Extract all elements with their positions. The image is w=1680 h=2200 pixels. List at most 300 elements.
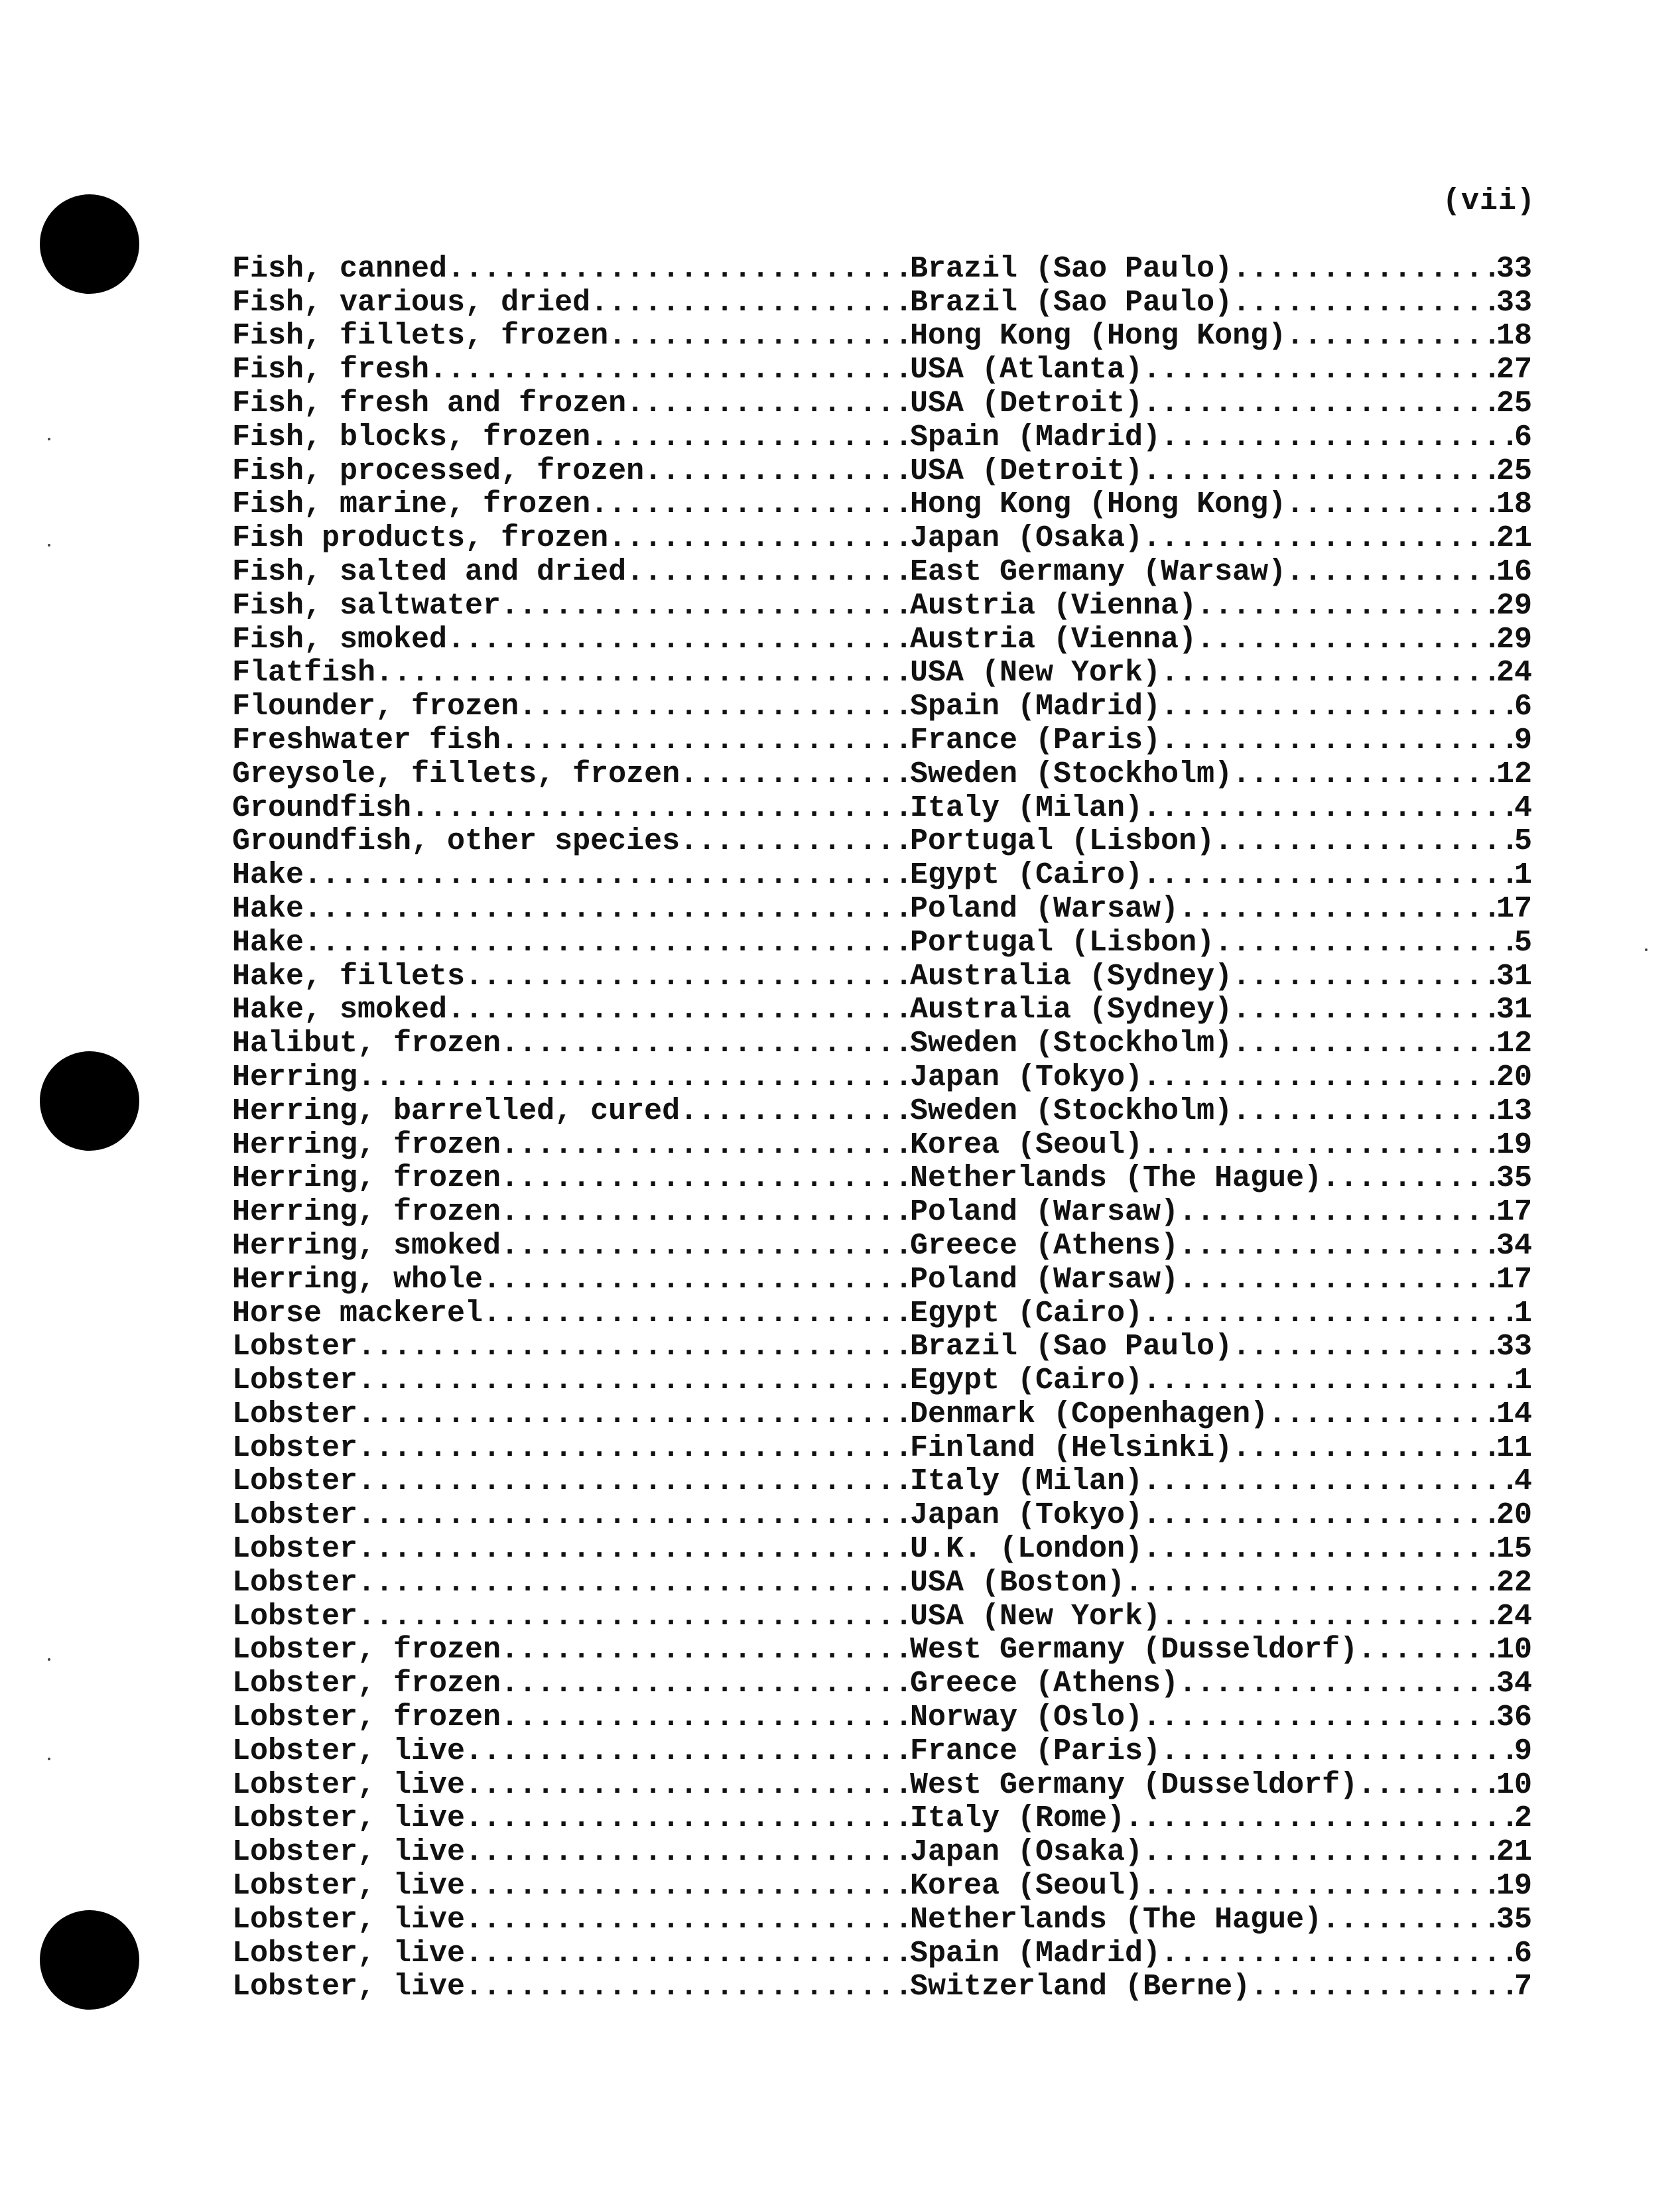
- market-cell: [910, 1094, 1532, 1128]
- product-name: Fish, marine, frozen: [232, 487, 591, 522]
- page-ref: 21: [1496, 521, 1532, 556]
- dot-leader: [1322, 1162, 1496, 1196]
- page-ref: 22: [1496, 1566, 1532, 1600]
- market-name: Finland (Helsinki): [910, 1431, 1233, 1465]
- product-name: Lobster: [232, 1397, 358, 1431]
- market-cell: [910, 286, 1532, 320]
- page-ref: 6: [1514, 420, 1532, 454]
- market-name: Brazil (Sao Paulo): [910, 1330, 1233, 1364]
- market-name: USA (New York): [910, 656, 1161, 690]
- market-cell: [910, 1027, 1532, 1061]
- page-ref: 24: [1496, 1599, 1532, 1634]
- page-ref: 19: [1496, 1128, 1532, 1162]
- product-name: Fish products, frozen: [232, 521, 609, 556]
- product-name: Lobster, live: [232, 1970, 466, 2004]
- index-row: [232, 252, 1532, 286]
- market-name: Australia (Sydney): [910, 959, 1233, 994]
- index-row: [232, 320, 1532, 354]
- product-cell: [232, 926, 910, 960]
- dot-leader: [1143, 521, 1496, 555]
- dot-leader: [626, 387, 910, 421]
- index-row: [232, 858, 1532, 892]
- market-name: Egypt (Cairo): [910, 1364, 1143, 1398]
- dot-leader: [411, 791, 910, 825]
- dot-leader: [501, 1634, 910, 1667]
- dot-leader: [1196, 589, 1496, 623]
- market-cell: [910, 353, 1532, 387]
- dot-leader: [680, 825, 910, 859]
- market-name: Australia (Sydney): [910, 993, 1233, 1027]
- market-cell: [910, 1634, 1532, 1667]
- dot-leader: [1232, 960, 1496, 994]
- dot-leader: [357, 1498, 910, 1532]
- dot-leader: [304, 892, 910, 926]
- market-cell: [910, 690, 1532, 724]
- market-cell: [910, 1971, 1532, 2004]
- page-ref: 33: [1496, 252, 1532, 286]
- dot-leader: [465, 1835, 910, 1869]
- market-cell: [910, 825, 1532, 859]
- index-row: [232, 1061, 1532, 1094]
- product-cell: [232, 791, 910, 825]
- product-cell: [232, 960, 910, 994]
- market-cell: [910, 791, 1532, 825]
- index-row: [232, 1128, 1532, 1162]
- index-row: [232, 623, 1532, 657]
- product-cell: [232, 1397, 910, 1431]
- market-cell: [910, 421, 1532, 454]
- market-name: West Germany (Dusseldorf): [910, 1633, 1358, 1667]
- dot-leader: [590, 421, 910, 454]
- market-cell: [910, 1431, 1532, 1465]
- product-cell: [232, 387, 910, 421]
- page-ref: 10: [1496, 1768, 1532, 1802]
- index-row: [232, 1734, 1532, 1768]
- product-name: Herring: [232, 1061, 358, 1094]
- dot-leader: [1161, 724, 1514, 757]
- index-row: [232, 1162, 1532, 1196]
- dot-leader: [1232, 994, 1496, 1027]
- market-name: USA (Atlanta): [910, 353, 1143, 387]
- dot-leader: [590, 488, 910, 522]
- dot-leader: [1143, 1061, 1496, 1094]
- product-cell: [232, 1971, 910, 2004]
- index-row: [232, 1903, 1532, 1937]
- market-name: Sweden (Stockholm): [910, 1027, 1233, 1061]
- market-cell: [910, 1364, 1532, 1397]
- dot-leader: [1143, 1465, 1514, 1499]
- dot-leader: [608, 521, 910, 555]
- scan-speck: [48, 438, 50, 440]
- product-cell: [232, 892, 910, 926]
- product-cell: [232, 1566, 910, 1600]
- index-row: [232, 1869, 1532, 1903]
- dot-leader: [447, 252, 910, 286]
- market-cell: [910, 1297, 1532, 1330]
- market-name: Hong Kong (Hong Kong): [910, 319, 1287, 354]
- index-row: [232, 1566, 1532, 1600]
- market-name: Korea (Seoul): [910, 1869, 1143, 1904]
- dot-leader: [501, 1162, 910, 1196]
- dot-leader: [1232, 1094, 1496, 1128]
- product-name: Lobster: [232, 1464, 358, 1499]
- market-cell: [910, 1263, 1532, 1297]
- dot-leader: [1143, 454, 1496, 488]
- market-name: Netherlands (The Hague): [910, 1903, 1323, 1937]
- page-ref: 7: [1514, 1970, 1532, 2004]
- dot-leader: [1250, 1971, 1514, 2004]
- product-name: Halibut, frozen: [232, 1027, 501, 1061]
- product-cell: [232, 1297, 910, 1330]
- dot-leader: [465, 1802, 910, 1836]
- dot-leader: [1143, 353, 1496, 387]
- dot-leader: [501, 1128, 910, 1162]
- market-name: Denmark (Copenhagen): [910, 1397, 1269, 1431]
- page-ref: 29: [1496, 588, 1532, 623]
- market-name: Switzerland (Berne): [910, 1970, 1251, 2004]
- dot-leader: [1232, 286, 1496, 320]
- market-name: U.K. (London): [910, 1532, 1143, 1567]
- index-row: [232, 1971, 1532, 2004]
- product-cell: [232, 1835, 910, 1869]
- market-name: Korea (Seoul): [910, 1128, 1143, 1162]
- page-ref: 18: [1496, 319, 1532, 354]
- market-cell: [910, 454, 1532, 488]
- page-number: (vii): [1443, 184, 1536, 218]
- page-ref: 34: [1496, 1229, 1532, 1263]
- market-cell: [910, 623, 1532, 657]
- product-name: Lobster, live: [232, 1801, 466, 1836]
- product-cell: [232, 1229, 910, 1263]
- market-cell: [910, 1330, 1532, 1364]
- product-name: Fish, processed, frozen: [232, 454, 645, 488]
- dot-leader: [1143, 1297, 1514, 1330]
- market-cell: [910, 1465, 1532, 1499]
- index-row: [232, 286, 1532, 320]
- product-name: Fish, saltwater: [232, 588, 501, 623]
- index-row: [232, 960, 1532, 994]
- dot-leader: [1179, 892, 1496, 926]
- market-name: Spain (Madrid): [910, 690, 1161, 724]
- index-list: [232, 252, 1532, 2004]
- page-ref: 33: [1496, 1330, 1532, 1364]
- product-cell: [232, 757, 910, 791]
- dot-leader: [447, 623, 910, 657]
- dot-leader: [304, 858, 910, 892]
- product-cell: [232, 1802, 910, 1836]
- market-name: USA (Detroit): [910, 387, 1143, 421]
- dot-leader: [1179, 1667, 1496, 1701]
- index-row: [232, 1431, 1532, 1465]
- market-cell: [910, 1061, 1532, 1094]
- page-ref: 6: [1514, 1936, 1532, 1971]
- market-cell: [910, 858, 1532, 892]
- dot-leader: [1161, 421, 1514, 454]
- dot-leader: [465, 1869, 910, 1903]
- product-cell: [232, 1330, 910, 1364]
- dot-leader: [1143, 791, 1514, 825]
- product-name: Lobster, frozen: [232, 1667, 501, 1701]
- dot-leader: [1358, 1768, 1496, 1802]
- product-cell: [232, 454, 910, 488]
- market-name: Portugal (Lisbon): [910, 925, 1215, 960]
- product-name: Fish, salted and dried: [232, 555, 627, 589]
- market-name: West Germany (Dusseldorf): [910, 1768, 1358, 1802]
- index-row: [232, 657, 1532, 690]
- market-cell: [910, 1229, 1532, 1263]
- page-ref: 17: [1496, 892, 1532, 926]
- scan-speck: [48, 1658, 50, 1661]
- product-name: Fish, various, dried: [232, 285, 591, 320]
- product-cell: [232, 286, 910, 320]
- dot-leader: [1143, 1498, 1496, 1532]
- market-cell: [910, 1734, 1532, 1768]
- product-name: Lobster: [232, 1498, 358, 1533]
- dot-leader: [1322, 1903, 1496, 1937]
- dot-leader: [1232, 757, 1496, 791]
- dot-leader: [357, 1566, 910, 1600]
- page-ref: 36: [1496, 1701, 1532, 1735]
- market-name: USA (New York): [910, 1599, 1161, 1634]
- dot-leader: [680, 1094, 910, 1128]
- product-name: Lobster: [232, 1599, 358, 1634]
- index-row: [232, 1600, 1532, 1634]
- dot-leader: [1161, 1937, 1514, 1971]
- dot-leader: [304, 926, 910, 960]
- product-name: Groundfish: [232, 791, 412, 825]
- index-row: [232, 1802, 1532, 1836]
- dot-leader: [519, 690, 910, 724]
- market-name: Italy (Milan): [910, 791, 1143, 825]
- product-cell: [232, 994, 910, 1027]
- index-row: [232, 454, 1532, 488]
- dot-leader: [608, 320, 910, 354]
- product-name: Fish, fresh: [232, 353, 430, 387]
- market-cell: [910, 1128, 1532, 1162]
- market-name: Austria (Vienna): [910, 622, 1197, 657]
- dot-leader: [1268, 1397, 1496, 1431]
- page-ref: 1: [1514, 1296, 1532, 1330]
- index-row: [232, 1330, 1532, 1364]
- market-cell: [910, 488, 1532, 522]
- product-name: Lobster, live: [232, 1869, 466, 1904]
- dot-leader: [1286, 555, 1496, 589]
- product-cell: [232, 1128, 910, 1162]
- market-cell: [910, 1162, 1532, 1196]
- dot-leader: [1196, 623, 1496, 657]
- page-ref: 9: [1514, 1734, 1532, 1768]
- page-ref: 33: [1496, 285, 1532, 320]
- page-ref: 24: [1496, 656, 1532, 690]
- dot-leader: [1214, 926, 1514, 960]
- product-name: Hake: [232, 858, 304, 893]
- page-ref: 34: [1496, 1667, 1532, 1701]
- product-name: Fish, fresh and frozen: [232, 387, 627, 421]
- market-cell: [910, 521, 1532, 555]
- market-name: Sweden (Stockholm): [910, 1094, 1233, 1128]
- index-row: [232, 926, 1532, 960]
- index-row: [232, 589, 1532, 623]
- dot-leader: [357, 1465, 910, 1499]
- product-cell: [232, 521, 910, 555]
- dot-leader: [357, 1532, 910, 1566]
- index-row: [232, 1465, 1532, 1499]
- product-cell: [232, 1027, 910, 1061]
- product-cell: [232, 724, 910, 757]
- index-row: [232, 757, 1532, 791]
- punch-hole-top: [40, 194, 139, 294]
- dot-leader: [465, 1971, 910, 2004]
- product-cell: [232, 1532, 910, 1566]
- index-row: [232, 1195, 1532, 1229]
- dot-leader: [465, 1937, 910, 1971]
- product-name: Herring, barrelled, cured: [232, 1094, 680, 1128]
- product-cell: [232, 1431, 910, 1465]
- dot-leader: [1143, 1532, 1496, 1566]
- index-row: [232, 488, 1532, 522]
- product-cell: [232, 1768, 910, 1802]
- dot-leader: [1143, 858, 1514, 892]
- dot-leader: [357, 1330, 910, 1364]
- dot-leader: [1286, 488, 1496, 522]
- product-cell: [232, 1634, 910, 1667]
- page-ref: 13: [1496, 1094, 1532, 1128]
- market-name: Italy (Rome): [910, 1801, 1126, 1836]
- dot-leader: [501, 1667, 910, 1701]
- product-name: Hake: [232, 892, 304, 926]
- page-ref: 20: [1496, 1498, 1532, 1533]
- index-row: [232, 1364, 1532, 1397]
- market-name: Poland (Warsaw): [910, 892, 1179, 926]
- product-cell: [232, 488, 910, 522]
- market-name: Brazil (Sao Paulo): [910, 285, 1233, 320]
- page-ref: 4: [1514, 791, 1532, 825]
- index-row: [232, 1768, 1532, 1802]
- product-name: Hake, fillets: [232, 959, 466, 994]
- index-row: [232, 892, 1532, 926]
- market-name: USA (Detroit): [910, 454, 1143, 488]
- page-ref: 15: [1496, 1532, 1532, 1567]
- page-ref: 20: [1496, 1061, 1532, 1094]
- product-name: Herring, frozen: [232, 1195, 501, 1230]
- market-name: France (Paris): [910, 1734, 1161, 1768]
- page-ref: 17: [1496, 1195, 1532, 1230]
- product-cell: [232, 252, 910, 286]
- product-name: Lobster, live: [232, 1835, 466, 1870]
- market-cell: [910, 1701, 1532, 1734]
- page-ref: 17: [1496, 1262, 1532, 1297]
- product-name: Lobster, live: [232, 1903, 466, 1937]
- market-cell: [910, 589, 1532, 623]
- product-cell: [232, 1364, 910, 1397]
- page-ref: 10: [1496, 1633, 1532, 1667]
- index-row: [232, 1835, 1532, 1869]
- market-cell: [910, 252, 1532, 286]
- market-cell: [910, 1802, 1532, 1836]
- dot-leader: [1143, 1835, 1496, 1869]
- product-cell: [232, 623, 910, 657]
- product-cell: [232, 690, 910, 724]
- product-name: Lobster, frozen: [232, 1701, 501, 1735]
- market-name: Japan (Osaka): [910, 521, 1143, 556]
- market-cell: [910, 1195, 1532, 1229]
- dot-leader: [429, 353, 910, 387]
- dot-leader: [644, 454, 910, 488]
- product-cell: [232, 858, 910, 892]
- dot-leader: [357, 1061, 910, 1094]
- product-name: Herring, whole: [232, 1262, 484, 1297]
- product-name: Lobster, live: [232, 1936, 466, 1971]
- dot-leader: [1125, 1802, 1514, 1836]
- dot-leader: [501, 724, 910, 757]
- market-name: Poland (Warsaw): [910, 1262, 1179, 1297]
- dot-leader: [501, 1701, 910, 1734]
- index-row: [232, 690, 1532, 724]
- product-name: Lobster: [232, 1364, 358, 1398]
- dot-leader: [465, 1734, 910, 1768]
- market-name: USA (Boston): [910, 1566, 1126, 1600]
- product-cell: [232, 1465, 910, 1499]
- scan-speck: [48, 544, 50, 547]
- dot-leader: [1232, 252, 1496, 286]
- dot-leader: [590, 286, 910, 320]
- page-ref: 31: [1496, 959, 1532, 994]
- product-cell: [232, 1667, 910, 1701]
- index-row: [232, 1634, 1532, 1667]
- punch-hole-bottom: [40, 1910, 139, 2010]
- index-row: [232, 1094, 1532, 1128]
- market-name: Greece (Athens): [910, 1667, 1179, 1701]
- product-cell: [232, 1600, 910, 1634]
- dot-leader: [1232, 1027, 1496, 1061]
- product-name: Groundfish, other species: [232, 824, 680, 859]
- index-row: [232, 521, 1532, 555]
- market-name: Netherlands (The Hague): [910, 1161, 1323, 1196]
- index-row: [232, 1701, 1532, 1734]
- dot-leader: [1143, 387, 1496, 421]
- product-name: Lobster, frozen: [232, 1633, 501, 1667]
- market-cell: [910, 1768, 1532, 1802]
- index-row: [232, 1027, 1532, 1061]
- index-row: [232, 387, 1532, 421]
- market-cell: [910, 555, 1532, 589]
- market-name: Japan (Osaka): [910, 1835, 1143, 1870]
- dot-leader: [483, 1263, 910, 1297]
- dot-leader: [1179, 1195, 1496, 1229]
- market-cell: [910, 724, 1532, 757]
- index-row: [232, 1532, 1532, 1566]
- dot-leader: [1232, 1330, 1496, 1364]
- market-name: Egypt (Cairo): [910, 858, 1143, 893]
- index-row: [232, 1667, 1532, 1701]
- product-cell: [232, 353, 910, 387]
- index-row: [232, 421, 1532, 454]
- market-name: Spain (Madrid): [910, 420, 1161, 454]
- page-ref: 1: [1514, 858, 1532, 893]
- dot-leader: [1143, 1869, 1496, 1903]
- market-cell: [910, 320, 1532, 354]
- product-cell: [232, 320, 910, 354]
- product-cell: [232, 1869, 910, 1903]
- page-ref: 18: [1496, 487, 1532, 522]
- dot-leader: [357, 1431, 910, 1465]
- market-name: Norway (Oslo): [910, 1701, 1143, 1735]
- dot-leader: [1214, 825, 1514, 859]
- page-ref: 19: [1496, 1869, 1532, 1904]
- market-name: Hong Kong (Hong Kong): [910, 487, 1287, 522]
- page-ref: 21: [1496, 1835, 1532, 1870]
- product-name: Flounder, frozen: [232, 690, 519, 724]
